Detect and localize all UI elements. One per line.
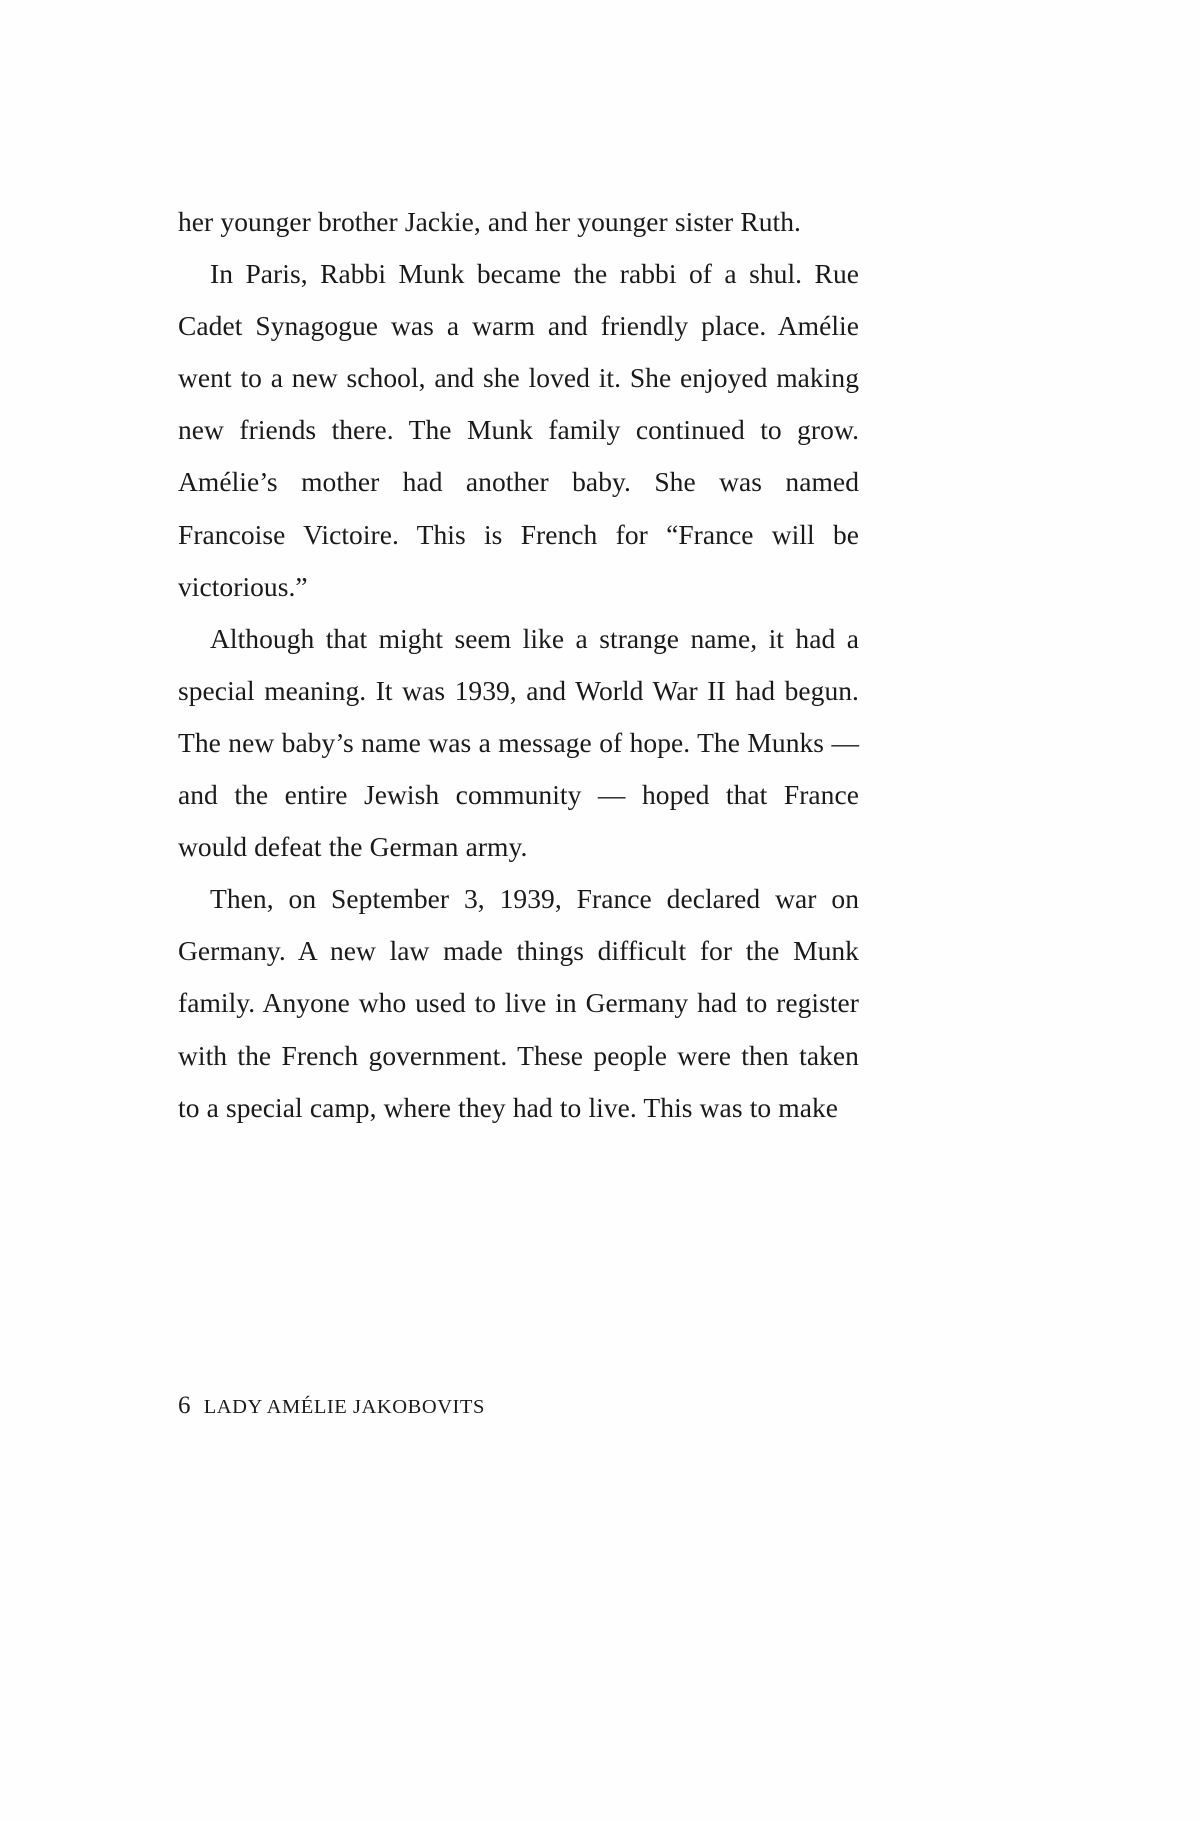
paragraph-september: Then, on September 3, 1939, France declared war on Germany. A new law made things difficult for the Munk family. Anyone who used to live in Germany had to register with the French government. These people were then taken to a special camp, where they had to live. This was to make — [178, 883, 859, 1123]
paragraph-paris: In Paris, Rabbi Munk became the rabbi of a shul. Rue Cadet Synagogue was a warm and friendly place. Amélie went to a new school, and she loved it. She enjoyed making new friends there. The Munk family continued to grow. Amélie’s mother had another baby. She was named Francoise Victoire. This is French for “France will be victorious.” — [178, 258, 859, 602]
paragraph-continued: her younger brother Jackie, and her younger sister Ruth. — [178, 206, 801, 237]
paragraph-strange-name: Although that might seem like a strange name, it had a special meaning. It was 1939, and World War II had begun. The new baby’s name was a message of hope. The Munks — and the entire Jewish community — hoped that France would defeat the German army. — [178, 622, 859, 863]
page-footer — [178, 1393, 859, 1418]
page-text-block — [178, 196, 859, 1134]
page-number: 6 — [178, 1392, 191, 1419]
running-head: LADY AMÉLIE JAKOBOVITS — [203, 1396, 485, 1418]
